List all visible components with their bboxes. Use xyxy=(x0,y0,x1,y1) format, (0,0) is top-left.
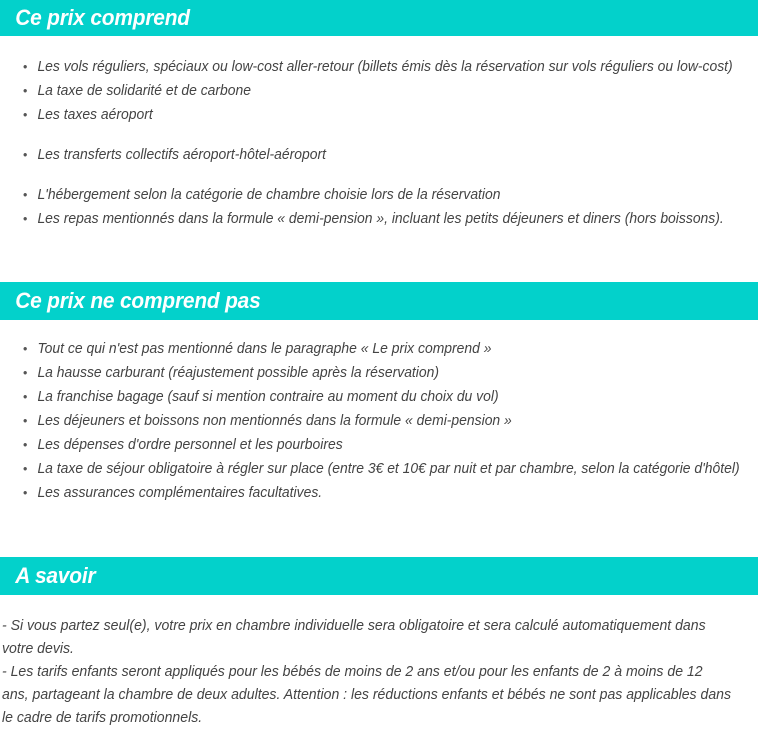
spacer xyxy=(0,36,758,55)
note-paragraph: - Si vous partez seul(e), votre prix en chambre individuelle sera obligatoire et sera calculé automatiquement dans votre devis. xyxy=(2,618,706,657)
list-item-label: La taxe de solidarité et de carbone xyxy=(37,83,252,99)
list-item-label: La hausse carburant (réajustement possible après la réservation) xyxy=(37,365,440,381)
list-item-label: Les vols réguliers, spéciaux ou low-cost aller-retour (billets émis dès la réservation sur vols réguliers ou low-cost) xyxy=(37,59,733,75)
spacer xyxy=(0,505,758,557)
list-item xyxy=(0,103,728,127)
list-item xyxy=(0,409,728,433)
list-item-label: Les taxes aéroport xyxy=(37,107,153,123)
list-item-label: L'hébergement selon la catégorie de chambre choisie lors de la réservation xyxy=(37,187,501,203)
list-item xyxy=(0,79,728,103)
note-paragraph: - Les tarifs enfants seront appliqués pour les bébés de moins de 2 ans et/ou pour les enfants de 2 à moins de 12 ans, partageant la chambre de deux adultes. Attention : les réductions enfants et bébés ne sont pas applicables dans le cadre de tarifs promotionnels. xyxy=(2,664,732,726)
list-item xyxy=(0,207,728,231)
good-to-know-notes xyxy=(0,615,758,730)
list-item xyxy=(0,337,728,361)
list-item-label: Les assurances complémentaires facultatives. xyxy=(37,485,323,501)
list-item-label: Tout ce qui n'est pas mentionné dans le paragraphe « Le prix comprend » xyxy=(37,341,492,357)
list-item-label: Les dépenses d'ordre personnel et les pourboires xyxy=(37,437,343,453)
spacer xyxy=(0,320,758,337)
list-item xyxy=(0,183,728,207)
list-item-label: Les transferts collectifs aéroport-hôtel-aéroport xyxy=(37,147,327,163)
list-item xyxy=(0,385,728,409)
list-item xyxy=(0,457,740,481)
included-list xyxy=(0,55,758,231)
list-item-label: Les déjeuners et boissons non mentionnés dans la formule « demi-pension » xyxy=(37,413,512,429)
list-item-label: La taxe de séjour obligatoire à régler sur place (entre 3€ et 10€ par nuit et par chambre, selon la catégorie d'hôtel) xyxy=(37,461,740,477)
list-item xyxy=(0,361,728,385)
section-title-good-to-know: A savoir xyxy=(15,563,96,588)
list-item xyxy=(0,433,728,457)
list-item xyxy=(0,143,728,167)
list-item-label: Les repas mentionnés dans la formule « demi-pension », incluant les petits déjeuners et diners (hors boissons). xyxy=(37,211,724,227)
spacer xyxy=(0,595,758,615)
section-header-good-to-know xyxy=(0,557,758,595)
not-included-list xyxy=(0,337,758,505)
section-title-not-included: Ce prix ne comprend pas xyxy=(15,288,261,313)
list-item xyxy=(0,481,728,505)
list-item xyxy=(0,55,733,79)
section-header-included xyxy=(0,0,758,36)
section-title-included: Ce prix comprend xyxy=(15,5,190,30)
list-item-label: La franchise bagage (sauf si mention contraire au moment du choix du vol) xyxy=(37,389,499,405)
section-header-not-included xyxy=(0,282,758,320)
spacer xyxy=(0,231,758,282)
